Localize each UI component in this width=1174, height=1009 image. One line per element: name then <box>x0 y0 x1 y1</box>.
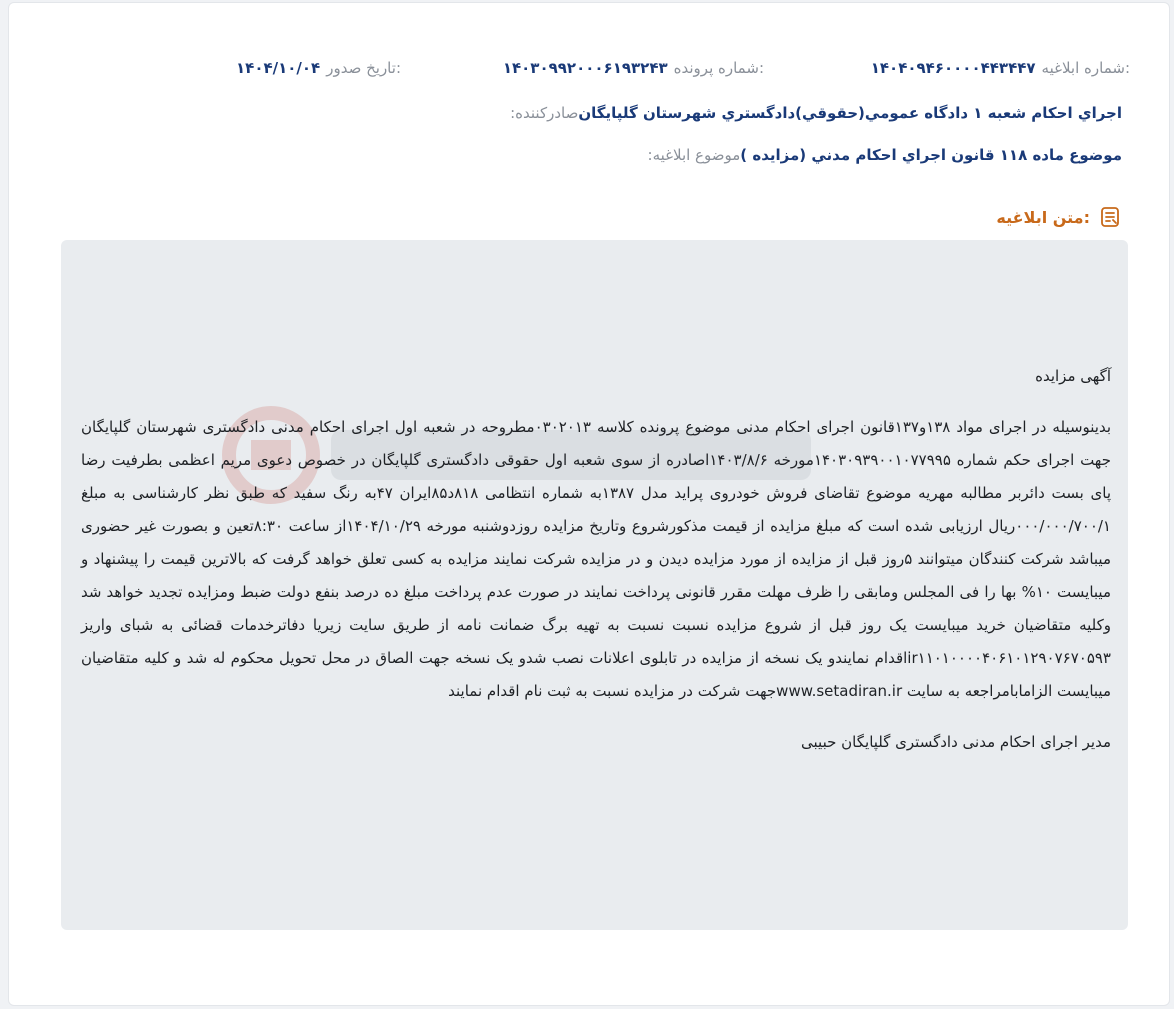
notice-number-label: شماره ابلاغیه: <box>1041 59 1130 77</box>
case-number-label: شماره پرونده: <box>673 59 764 77</box>
notice-text <box>81 360 1111 759</box>
issue-date-value: ۱۴۰۴/۱۰/۰۴ <box>236 59 321 77</box>
document-text-icon <box>1098 205 1122 229</box>
subject-value: موضوع ماده ۱۱۸ قانون اجراي احكام مدني (مزايده ) <box>740 146 1122 164</box>
case-number-field <box>503 59 764 77</box>
issuer-label: صادرکننده: <box>510 104 579 122</box>
notice-body-box <box>61 240 1128 930</box>
notice-card <box>8 2 1170 1006</box>
case-number-value: ۱۴۰۳۰۹۹۲۰۰۰۶۱۹۳۲۴۳ <box>502 59 668 77</box>
notice-number-value: ۱۴۰۴۰۹۴۶۰۰۰۰۴۴۳۴۴۷ <box>870 59 1036 77</box>
subject-label: موضوع ابلاغیه: <box>647 146 741 164</box>
issuer-field <box>504 100 1122 126</box>
notice-number-field <box>871 59 1130 77</box>
notice-text-section-title <box>996 203 1122 231</box>
meta-row-numbers <box>9 59 1169 85</box>
section-title-text: متن ابلاغیه: <box>996 207 1090 227</box>
issue-date-field <box>236 59 401 77</box>
subject-field <box>642 142 1122 168</box>
issue-date-label: تاریخ صدور: <box>326 59 401 77</box>
notice-body: بدینوسیله در اجرای مواد ۱۳۸و۱۳۷قانون اجرای احکام مدنی موضوع پرونده کلاسه ۰۳۰۲۰۱۳مطروحه در شعبه اول اجرای احکام مدنی دادگستری شهرستان گلپایگان جهت اجرای حکم شماره ۱۴۰۳۰۹۳۹۰۰۱۰۷۷۹۹۵مورخه ۱۴۰۳/۸/۶اصادره از سوی شعبه اول حقوقی دادگستری گلپایگان در خصوص دعوی مریم اعظمی بطرفیت رضا پای بست دائربر مطالبه مهریه موضوع تقاضای فروش خودروی پراید مدل ۱۳۸۷به شماره انتظامی ۸۱۸د۸۵ایران ۴۷به رنگ سفید که طبق نظر کارشناسی به مبلغ ۰۰۰/۰۰۰/۷۰۰/۱ریال ارزیابی شده است که مبلغ مزایده از قیمت مذکورشروع وتاریخ مزایده روزدوشنبه مورخه ۱۴۰۴/۱۰/۲۹از ساعت ۸:۳۰تعین و بصورت غیر حضوری میباشد شرکت کنندگان میتوانند ۵روز قبل از مزایده از مورد مزایده دیدن و در مزایده شرکت نمایند مزایده به کسی تعلق خواهد گرفت که بالاترین قیمت را پیشنهاد و میبایست ۱۰% بها را فی المجلس ومابقی را ظرف مهلت مقرر قانونی پرداخت نمایند در صورت عدم پرداخت مبلغ ده درصد بنفع دولت ضبط ومزایده تجدید خواهد شد وکلیه متقاضیان خرید میبایست یک روز قبل از شروع مزایده نسبت نسبت به تهیه برگ ضمانت نامه از طریق سایت زیریا دفاترخدمات قضائی به شبای واریز ir۱۱۰۱۰۰۰۰۴۰۶۱۰۱۲۹۰۷۶۷۰۵۹۳اقدام نمایندو یک نسخه از مزایده در تابلوی اعلانات نصب شدو یک نسخه جهت الصاق در محل تحویل محکوم له شد و کلیه متقاضیان میبایست الزامابامراجعه به سایت www.setadiran.irجهت شرکت در مزایده نسبت به ثبت نام اقدام نمایند <box>81 418 1112 700</box>
notice-heading: آگهی مزایده <box>1035 367 1111 385</box>
notice-signature: مدیر اجرای احکام مدنی دادگستری گلپایگان حبیبی <box>801 733 1111 751</box>
issuer-value: اجراي احكام شعبه ۱ دادگاه عمومي(حقوقي)دادگستري شهرستان گلپايگان <box>578 104 1122 122</box>
